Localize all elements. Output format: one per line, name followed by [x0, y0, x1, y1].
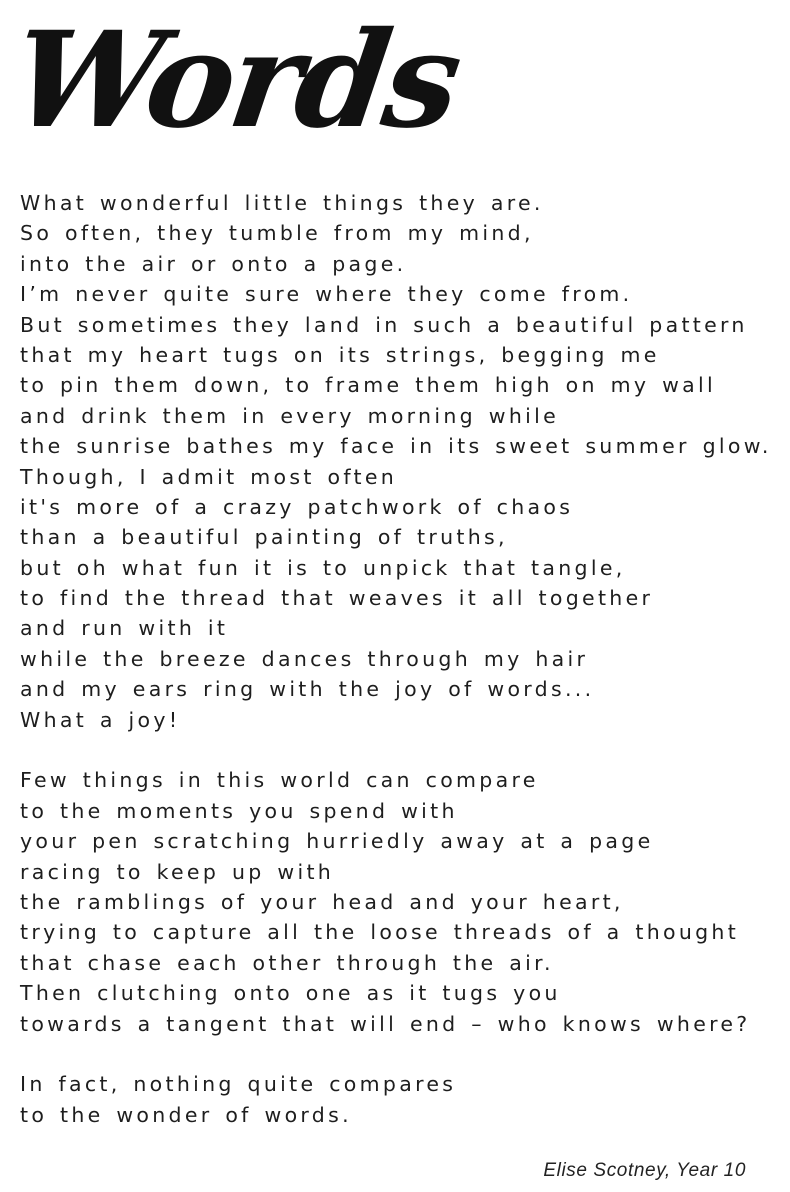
poem-title-lettering — [3, 3, 467, 176]
poem-line: to find the thread that weaves it all together — [20, 586, 654, 611]
stanza — [20, 188, 780, 735]
poem-line: What wonderful little things they are. — [20, 191, 544, 215]
poem-body — [20, 188, 780, 1130]
stanza-break — [20, 735, 780, 765]
poem-line: the ramblings of your head and your heart, — [20, 889, 624, 914]
poem-line: I’m never quite sure where they come from. — [20, 282, 633, 307]
poem-line: Few things in this world can compare — [20, 768, 539, 793]
stanza — [20, 765, 780, 1039]
poem-line: your pen scratching hurriedly away at a page — [20, 829, 654, 854]
poem-line: to pin them down, to frame them high on my wall — [20, 373, 717, 398]
poem-line: trying to capture all the loose threads of a thought — [20, 920, 740, 945]
poem-line: to the moments you spend with — [20, 798, 458, 823]
poem-line: than a beautiful painting of truths, — [20, 525, 508, 550]
poem-title: Words — [3, 3, 467, 158]
poem-line: and run with it — [20, 616, 229, 641]
poem-line: and drink them in every morning while — [20, 403, 560, 428]
poem-line: So often, they tumble from my mind, — [20, 221, 534, 246]
poem-line: Then clutching onto one as it tugs you — [20, 981, 561, 1006]
stanza-break — [20, 1039, 780, 1069]
author-credit: Elise Scotney, Year 10 — [543, 1160, 746, 1181]
poem-line: Though, I admit most often — [20, 464, 398, 489]
poem-line: and my ears ring with the joy of words... — [20, 677, 595, 702]
poem-line: that chase each other through the air. — [20, 950, 554, 975]
poem-line: while the breeze dances through my hair — [20, 646, 589, 671]
poem-line: that my heart tugs on its strings, begging me — [20, 342, 660, 367]
poem-line: but oh what fun it is to unpick that tangle, — [20, 555, 626, 580]
poem-line: But sometimes they land in such a beautiful pattern — [20, 312, 748, 337]
poem-line: it's more of a crazy patchwork of chaos — [20, 494, 574, 519]
poem-line: towards a tangent that will end – who knows where? — [20, 1011, 751, 1036]
poem-line: What a joy! — [20, 707, 181, 732]
poem-line: into the air or onto a page. — [20, 251, 407, 276]
poem-line: to the wonder of words. — [20, 1102, 352, 1127]
stanza — [20, 1069, 780, 1130]
poem-line: the sunrise bathes my face in its sweet summer glow. — [20, 434, 772, 459]
poem-line: racing to keep up with — [20, 859, 335, 884]
poem-line: In fact, nothing quite compares — [20, 1072, 457, 1097]
